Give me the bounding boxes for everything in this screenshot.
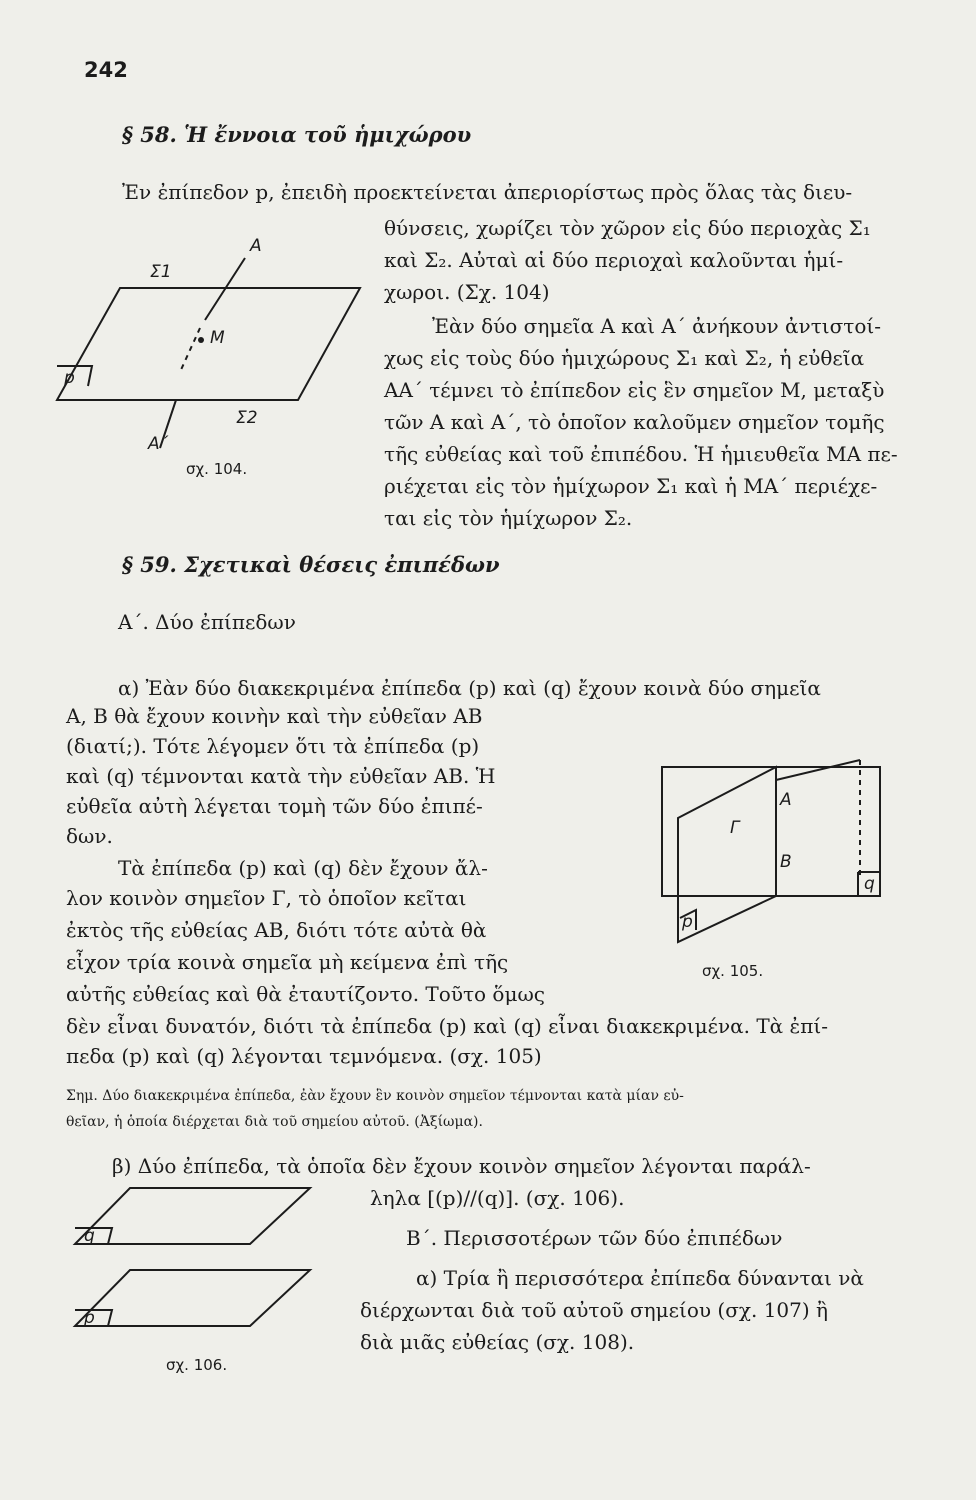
label-a: A: [780, 790, 792, 810]
para-a-line-6: δων.: [66, 824, 113, 848]
label-sigma1: Σ1: [150, 262, 172, 282]
label-sigma2: Σ2: [236, 408, 258, 428]
label-q: q: [84, 1226, 95, 1246]
para-a-line-1: α) Ἐὰν δύο διακεκριμένα ἐπίπεδα (p) καὶ (q) ἔχουν κοινὰ δύο σημεῖα: [118, 676, 821, 700]
para-a-line-5: εὐθεῖα αὐτὴ λέγεται τομὴ τῶν δύο ἐπιπέ-: [66, 794, 483, 818]
para-a-line-3: (διατί;). Τότε λέγομεν ὅτι τὰ ἐπίπεδα (p): [66, 734, 480, 758]
sec58-line-8: τῶν Α καὶ Α΄, τὸ ὁποῖον καλοῦμεν σημεῖον τομῆς: [384, 410, 885, 434]
para-b-line-3: ἐκτὸς τῆς εὐθείας ΑΒ, διότι τότε αὐτὰ θὰ: [66, 918, 487, 942]
sec58-line-3: καὶ Σ₂. Αὐταὶ αἱ δύο περιοχαὶ καλοῦνται ἡμί-: [384, 248, 844, 272]
figure-105-caption: σχ. 105.: [702, 962, 764, 980]
sec58-line-5: Ἐὰν δύο σημεῖα Α καὶ Α΄ ἀνήκουν ἀντιστοί-: [432, 314, 881, 338]
sec58-line-2: θύνσεις, χωρίζει τὸν χῶρον εἰς δύο περιοχὰς Σ₁: [384, 216, 871, 240]
para-d-line-3: διὰ μιᾶς εὐθείας (σχ. 108).: [360, 1330, 635, 1354]
section-58-title: § 58. Ἡ ἔννοια τοῦ ἡμιχώρου: [122, 122, 472, 147]
label-a-prime: A΄: [148, 434, 169, 454]
note-line-2: θεῖαν, ἡ ὁποία διέρχεται διὰ τοῦ σημείου αὐτοῦ. (Ἀξίωμα).: [66, 1114, 483, 1130]
figure-104-caption: σχ. 104.: [186, 460, 248, 478]
para-c-line-1: β) Δύο ἐπίπεδα, τὰ ὁποῖα δὲν ἔχουν κοινὸν σημεῖον λέγονται παράλ-: [112, 1154, 811, 1178]
label-b: B: [780, 852, 792, 872]
para-b-line-7: πεδα (p) καὶ (q) λέγονται τεμνόμενα. (σχ. 105): [66, 1044, 542, 1068]
section-59-title: § 59. Σχετικαὶ θέσεις ἐπιπέδων: [122, 552, 500, 577]
para-b-line-6: δὲν εἶναι δυνατόν, διότι τὰ ἐπίπεδα (p) καὶ (q) εἶναι διακεκριμένα. Τὰ ἐπί-: [66, 1014, 829, 1038]
para-c-line-2: ληλα [(p)//(q)]. (σχ. 106).: [370, 1186, 625, 1210]
sec58-line-4: χωροι. (Σχ. 104): [384, 280, 550, 304]
sec58-line-7: ΑΑ΄ τέμνει τὸ ἐπίπεδον εἰς ἓν σημεῖον Μ, μεταξὺ: [384, 378, 885, 402]
para-b-line-5: αὐτῆς εὐθείας καὶ θὰ ἐταυτίζοντο. Τοῦτο ὅμως: [66, 982, 545, 1006]
subsection-a-title: Α΄. Δύο ἐπίπεδων: [118, 610, 296, 634]
para-b-line-2: λον κοινὸν σημεῖον Γ, τὸ ὁποῖον κεῖται: [66, 886, 467, 910]
sec58-line-11: ται εἰς τὸν ἡμίχωρον Σ₂.: [384, 506, 633, 530]
subsection-b-title: Β΄. Περισσοτέρων τῶν δύο ἐπιπέδων: [406, 1226, 783, 1250]
label-a: A: [250, 236, 262, 256]
figure-106-caption: σχ. 106.: [166, 1356, 228, 1374]
label-p: p: [84, 1308, 95, 1328]
label-m: M: [210, 328, 225, 348]
para-a-line-4: καὶ (q) τέμνονται κατὰ τὴν εὐθεῖαν ΑΒ. Ἡ: [66, 764, 496, 788]
sec58-line-6: χως εἰς τοὺς δύο ἡμιχώρους Σ₁ καὶ Σ₂, ἡ εὐθεῖα: [384, 346, 865, 370]
para-a-line-2: Α, Β θὰ ἔχουν κοινὴν καὶ τὴν εὐθεῖαν ΑΒ: [66, 704, 483, 728]
sec58-line-10: ριέχεται εἰς τὸν ἡμίχωρον Σ₁ καὶ ἡ ΜΑ΄ περιέχε-: [384, 474, 878, 498]
label-gamma: Γ: [730, 818, 740, 838]
label-p: p: [64, 368, 75, 388]
note-line-1: Σημ. Δύο διακεκριμένα ἐπίπεδα, ἐὰν ἔχουν ἓν κοινὸν σημεῖον τέμνονται κατὰ μίαν εὐ-: [66, 1088, 684, 1104]
sec58-line-1: Ἐν ἐπίπεδον p, ἐπειδὴ προεκτείνεται ἀπεριορίστως πρὸς ὅλας τὰς διευ-: [122, 180, 853, 204]
label-p: p: [682, 912, 693, 932]
para-b-line-4: εἶχον τρία κοινὰ σημεῖα μὴ κείμενα ἐπὶ τῆς: [66, 950, 509, 974]
sec58-line-9: τῆς εὐθείας καὶ τοῦ ἐπιπέδου. Ἡ ἡμιευθεῖα ΜΑ πε-: [384, 442, 898, 466]
para-d-line-2: διέρχωνται διὰ τοῦ αὐτοῦ σημείου (σχ. 107) ἢ: [360, 1298, 829, 1322]
para-d-line-1: α) Τρία ἢ περισσότερα ἐπίπεδα δύνανται νὰ: [416, 1266, 864, 1290]
para-b-line-1: Τὰ ἐπίπεδα (p) καὶ (q) δὲν ἔχουν ἄλ-: [118, 856, 488, 880]
page-number: 242: [84, 58, 128, 82]
label-q: q: [864, 874, 875, 894]
